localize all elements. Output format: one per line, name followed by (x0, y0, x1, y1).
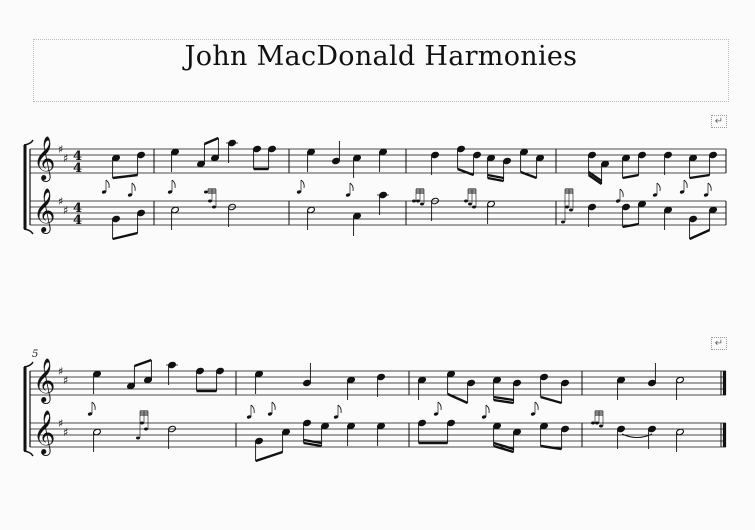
beam (256, 452, 283, 461)
key-signature-sharp: ♯ (58, 143, 64, 156)
grace-note (204, 191, 208, 194)
grace-note (464, 200, 468, 203)
grace-flag (535, 402, 538, 410)
grace-note (472, 206, 476, 209)
system-bracket-end (24, 140, 33, 145)
grace-flag (132, 183, 135, 191)
grace-note (591, 422, 595, 425)
grace-flag (708, 183, 711, 191)
key-signature-sharp: ♯ (58, 417, 64, 430)
grace-note (569, 209, 573, 212)
grace-note (468, 203, 472, 206)
beam (541, 446, 562, 449)
beam (623, 175, 639, 178)
treble-clef-icon: 𝄞 (33, 358, 56, 402)
grace-note (212, 206, 216, 209)
system-bracket-end (24, 362, 33, 367)
grace-flag (272, 402, 275, 410)
treble-clef-icon: 𝄞 (33, 136, 56, 180)
beam (134, 360, 151, 366)
beam (113, 175, 138, 178)
time-signature-denominator: 4 (73, 213, 83, 228)
grace-flag (301, 180, 304, 188)
beam (690, 230, 710, 239)
grace-note (599, 425, 603, 428)
key-signature-sharp: ♯ (58, 195, 64, 208)
key-signature-sharp: ♯ (58, 365, 64, 378)
grace-flag (350, 183, 353, 191)
grace-flag (172, 180, 175, 188)
grace-flag (657, 183, 660, 191)
time-signature-numerator: 4 (73, 201, 83, 216)
grace-note (144, 428, 148, 431)
grace-flag (620, 189, 623, 197)
grace-note (420, 203, 424, 206)
key-signature-sharp: ♯ (63, 374, 69, 387)
score-title[interactable]: John MacDonald Harmonies (184, 41, 578, 72)
line-break-icon[interactable]: ↵ (711, 337, 727, 350)
beam (204, 138, 218, 144)
grace-note (412, 200, 416, 203)
grace-note (140, 422, 144, 425)
beam (541, 397, 562, 403)
grace-note (595, 422, 599, 425)
measure-number: 5 (32, 349, 39, 360)
beam (458, 169, 474, 175)
grace-note (136, 437, 140, 440)
grace-flag (106, 180, 109, 188)
key-signature-sharp: ♯ (63, 426, 69, 439)
grace-flag (438, 402, 441, 410)
system-bracket-end (24, 229, 33, 234)
grace-flag (251, 405, 254, 413)
time-signature-denominator: 4 (73, 161, 83, 176)
line-break-icon[interactable]: ↵ (711, 115, 727, 128)
system-bracket-end (24, 451, 33, 456)
beam (690, 175, 710, 178)
grace-flag (338, 405, 341, 413)
grace-note (416, 200, 420, 203)
tie (622, 434, 652, 438)
beam (113, 233, 138, 239)
treble-clef-icon: 𝄞 (33, 410, 56, 454)
grace-note (208, 200, 212, 203)
grace-flag (684, 180, 687, 188)
grace-note (565, 206, 569, 209)
time-signature-numerator: 4 (73, 149, 83, 164)
treble-clef-icon: 𝄞 (33, 188, 56, 232)
grace-flag (486, 405, 489, 413)
key-signature-sharp: ♯ (63, 204, 69, 217)
key-signature-sharp: ♯ (63, 152, 69, 165)
beam (623, 224, 639, 227)
grace-flag (92, 402, 95, 410)
grace-note (561, 221, 565, 224)
